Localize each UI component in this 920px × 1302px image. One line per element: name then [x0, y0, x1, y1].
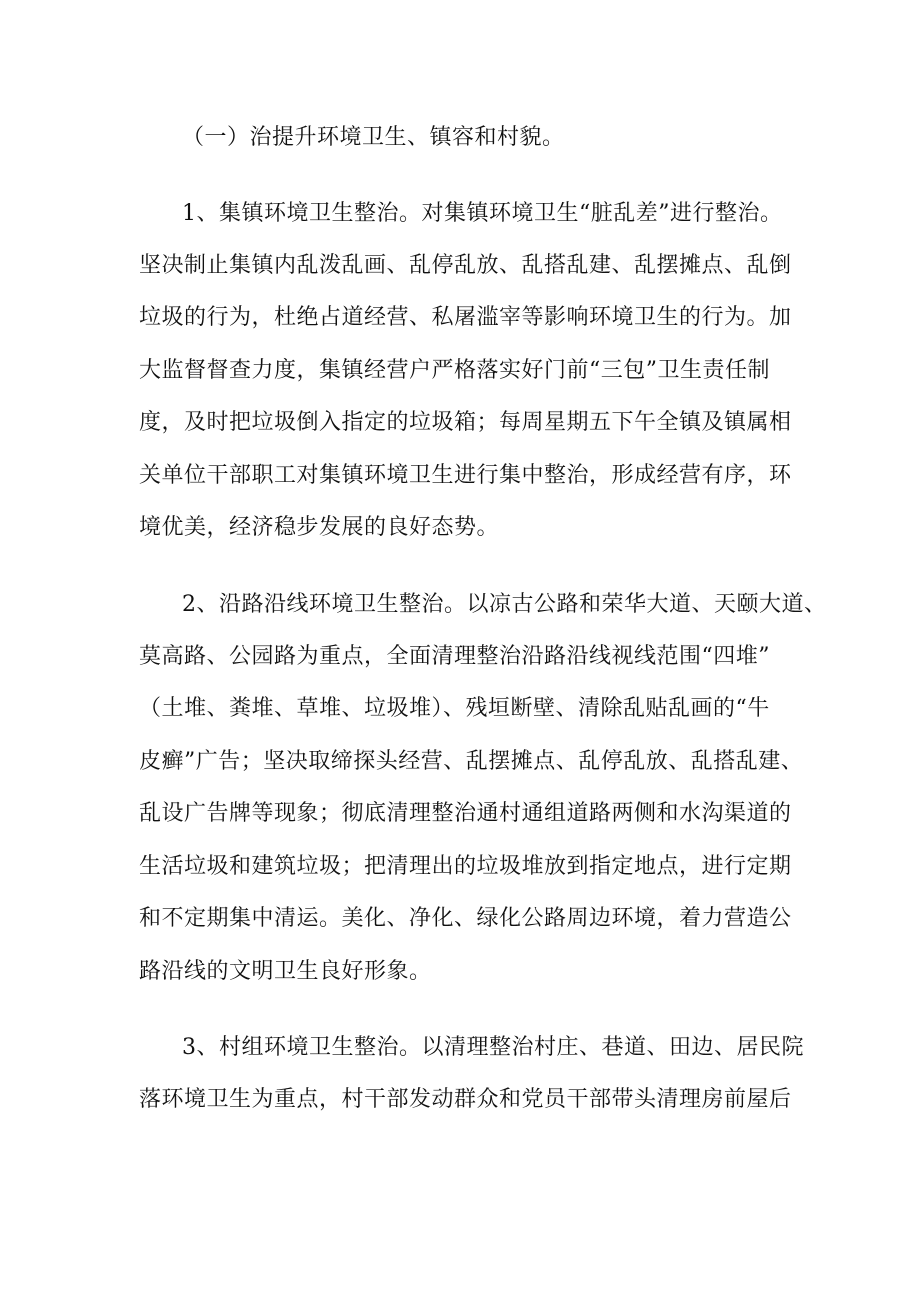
paragraph-line: 生活垃圾和建筑垃圾；把清理出的垃圾堆放到指定地点，进行定期 [139, 854, 792, 879]
paragraph-line: 2、沿路沿线环境卫生整治。以凉古公路和荣华大道、天颐大道、 [182, 592, 827, 617]
paragraph-line: 度，及时把垃圾倒入指定的垃圾箱；每周星期五下午全镇及镇属相 [139, 410, 792, 435]
paragraph-line: 莫高路、公园路为重点，全面清理整治沿路沿线视线范围“四堆” [139, 644, 770, 669]
paragraph-line: 1、集镇环境卫生整治。对集镇环境卫生“脏乱差”进行整治。 [182, 201, 783, 226]
paragraph-line: 路沿线的文明卫生良好形象。 [139, 959, 432, 984]
paragraph-line: 和不定期集中清运。美化、净化、绿化公路周边环境，着力营造公 [139, 906, 792, 931]
paragraph-line: 3、村组环境卫生整治。以清理整治村庄、巷道、田边、居民院 [182, 1035, 804, 1060]
paragraph-line: 垃圾的行为，杜绝占道经营、私屠滥宰等影响环境卫生的行为。加 [139, 305, 792, 330]
paragraph-line: 坚决制止集镇内乱泼乱画、乱停乱放、乱搭乱建、乱摆摊点、乱倒 [139, 253, 792, 278]
paragraph-line: 皮癣”广告；坚决取缔探头经营、乱摆摊点、乱停乱放、乱搭乱建、 [139, 749, 804, 774]
paragraph-line: 乱设广告牌等现象；彻底清理整治通村通组道路两侧和水沟渠道的 [139, 801, 792, 826]
paragraph-line: 落环境卫生为重点，村干部发动群众和党员干部带头清理房前屋后 [139, 1087, 792, 1112]
paragraph-line: 境优美，经济稳步发展的良好态势。 [139, 515, 500, 540]
paragraph-line: 关单位干部职工对集镇环境卫生进行集中整治，形成经营有序，环 [139, 463, 792, 488]
paragraph-line: 大监督督查力度，集镇经营户严格落实好门前“三包”卫生责任制 [139, 358, 770, 383]
paragraph-line: （土堆、粪堆、草堆、垃圾堆）、残垣断壁、清除乱贴乱画的“牛 [139, 696, 770, 721]
section-heading: （一）治提升环境卫生、镇容和村貌。 [182, 125, 565, 150]
